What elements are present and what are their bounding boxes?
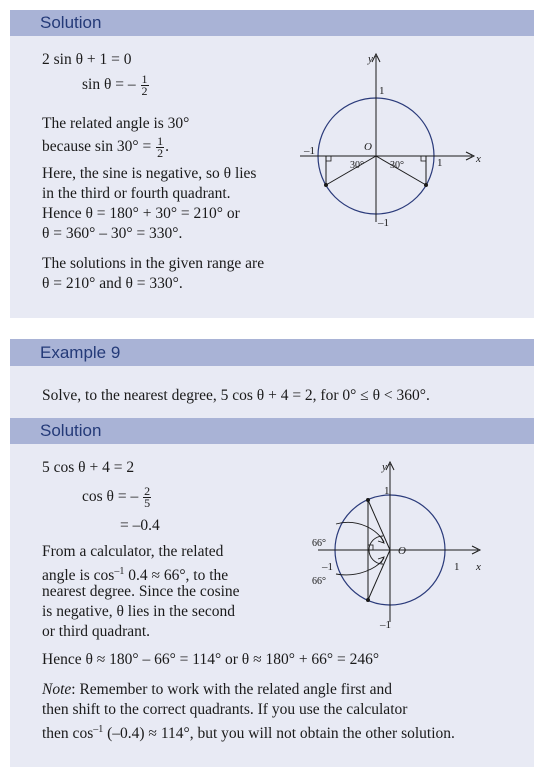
angle-label-upper: 66° [312, 538, 326, 549]
fraction-denominator: 2 [157, 146, 164, 160]
angle-label-lower: 66° [312, 576, 326, 587]
question-text: Solve, to the nearest degree, 5 cos θ + 4 = 2, for 0° ≤ θ < 360°. [42, 387, 430, 404]
angle-arc-lower [336, 558, 384, 575]
unit-circle-diagram [300, 50, 500, 250]
text-line [42, 136, 169, 159]
solution-heading [10, 418, 534, 444]
text-line: The related angle is 30° [42, 115, 190, 132]
superscript: –1 [93, 724, 104, 735]
point-third-quadrant [324, 183, 328, 187]
text-segment: (–0.4) ≈ 114°, but you will not obtain the other solution. [103, 725, 455, 743]
text-line: From a calculator, the related [42, 543, 224, 560]
fraction [141, 74, 149, 97]
solution-heading-text: Solution [40, 13, 102, 32]
text-segment: : Remember to work with the related angle first and [71, 681, 392, 698]
text-line: θ = 210° and θ = 330°. [42, 275, 183, 292]
x-axis-label: x [476, 153, 481, 165]
text-line: Here, the sine is negative, so θ lies [42, 165, 257, 182]
equation-line [82, 74, 150, 97]
tick-label-top: 1 [379, 85, 385, 97]
fraction [156, 136, 164, 159]
right-angle-marker-left [326, 156, 331, 161]
point-third-quadrant [366, 598, 370, 602]
text-segment: 0.4 ≈ 66°, to the [124, 567, 229, 585]
note-line [42, 720, 455, 744]
tick-label-left: –1 [304, 145, 315, 157]
tick-label-bottom: –1 [380, 619, 391, 631]
tick-label-bottom: –1 [378, 217, 389, 229]
point-fourth-quadrant [424, 183, 428, 187]
unit-circle-diagram [298, 458, 498, 638]
y-axis-label: y [382, 461, 387, 473]
tick-label-right: 1 [454, 561, 460, 573]
x-axis-label: x [476, 561, 481, 573]
fraction-numerator: 2 [144, 484, 151, 498]
text-segment: then cos [42, 725, 94, 743]
example-heading [10, 339, 534, 366]
text-line: in the third or fourth quadrant. [42, 185, 231, 202]
equation-line: = –0.4 [120, 517, 160, 534]
y-axis-label: y [368, 53, 373, 65]
angle-label-right: 30° [390, 160, 404, 171]
text-segment: angle is cos [42, 567, 115, 585]
example-heading-text: Example 9 [40, 343, 121, 362]
solution-panel [10, 444, 534, 767]
tick-label-top: 1 [384, 485, 390, 497]
text-line: Hence θ = 180° + 30° = 210° or [42, 205, 240, 222]
equation-lhs: sin θ = – [82, 76, 136, 94]
right-angle-marker-right [421, 156, 426, 161]
tick-label-right: 1 [437, 157, 443, 169]
point-second-quadrant [366, 498, 370, 502]
text-line: or third quadrant. [42, 623, 151, 640]
fraction-numerator: 1 [141, 72, 148, 86]
tick-label-left: –1 [322, 561, 333, 573]
fraction-numerator: 1 [157, 134, 164, 148]
text-line: nearest degree. Since the cosine [42, 583, 240, 600]
angle-label-left: 30° [350, 160, 364, 171]
text-line: is negative, θ lies in the second [42, 603, 235, 620]
origin-label: O [398, 545, 406, 557]
angle-arc-upper [336, 522, 384, 542]
text-line: The solutions in the given range are [42, 255, 265, 272]
superscript: –1 [114, 566, 125, 577]
text-line: θ = 360° – 30° = 330°. [42, 225, 183, 242]
solution-heading-text: Solution [40, 421, 102, 440]
fraction-denominator: 5 [144, 496, 151, 510]
text-segment: because sin 30° = [42, 138, 152, 156]
note-line [42, 680, 392, 700]
text-line: Hence θ ≈ 180° – 66° = 114° or θ ≈ 180° + 66° = 246° [42, 651, 380, 668]
fraction-denominator: 2 [141, 84, 148, 98]
solution-panel [10, 36, 534, 318]
equation-line: 2 sin θ + 1 = 0 [42, 51, 132, 68]
equation-lhs: cos θ = – [82, 488, 139, 506]
equation-line [82, 486, 152, 509]
note-line: then shift to the correct quadrants. If you use the calculator [42, 701, 408, 718]
equation-line: 5 cos θ + 4 = 2 [42, 459, 135, 476]
fraction [143, 486, 151, 509]
solution-heading [10, 10, 534, 36]
origin-label: O [364, 141, 372, 153]
text-segment: . [165, 138, 169, 156]
example-panel [10, 366, 534, 418]
note-label: Note [42, 681, 72, 698]
